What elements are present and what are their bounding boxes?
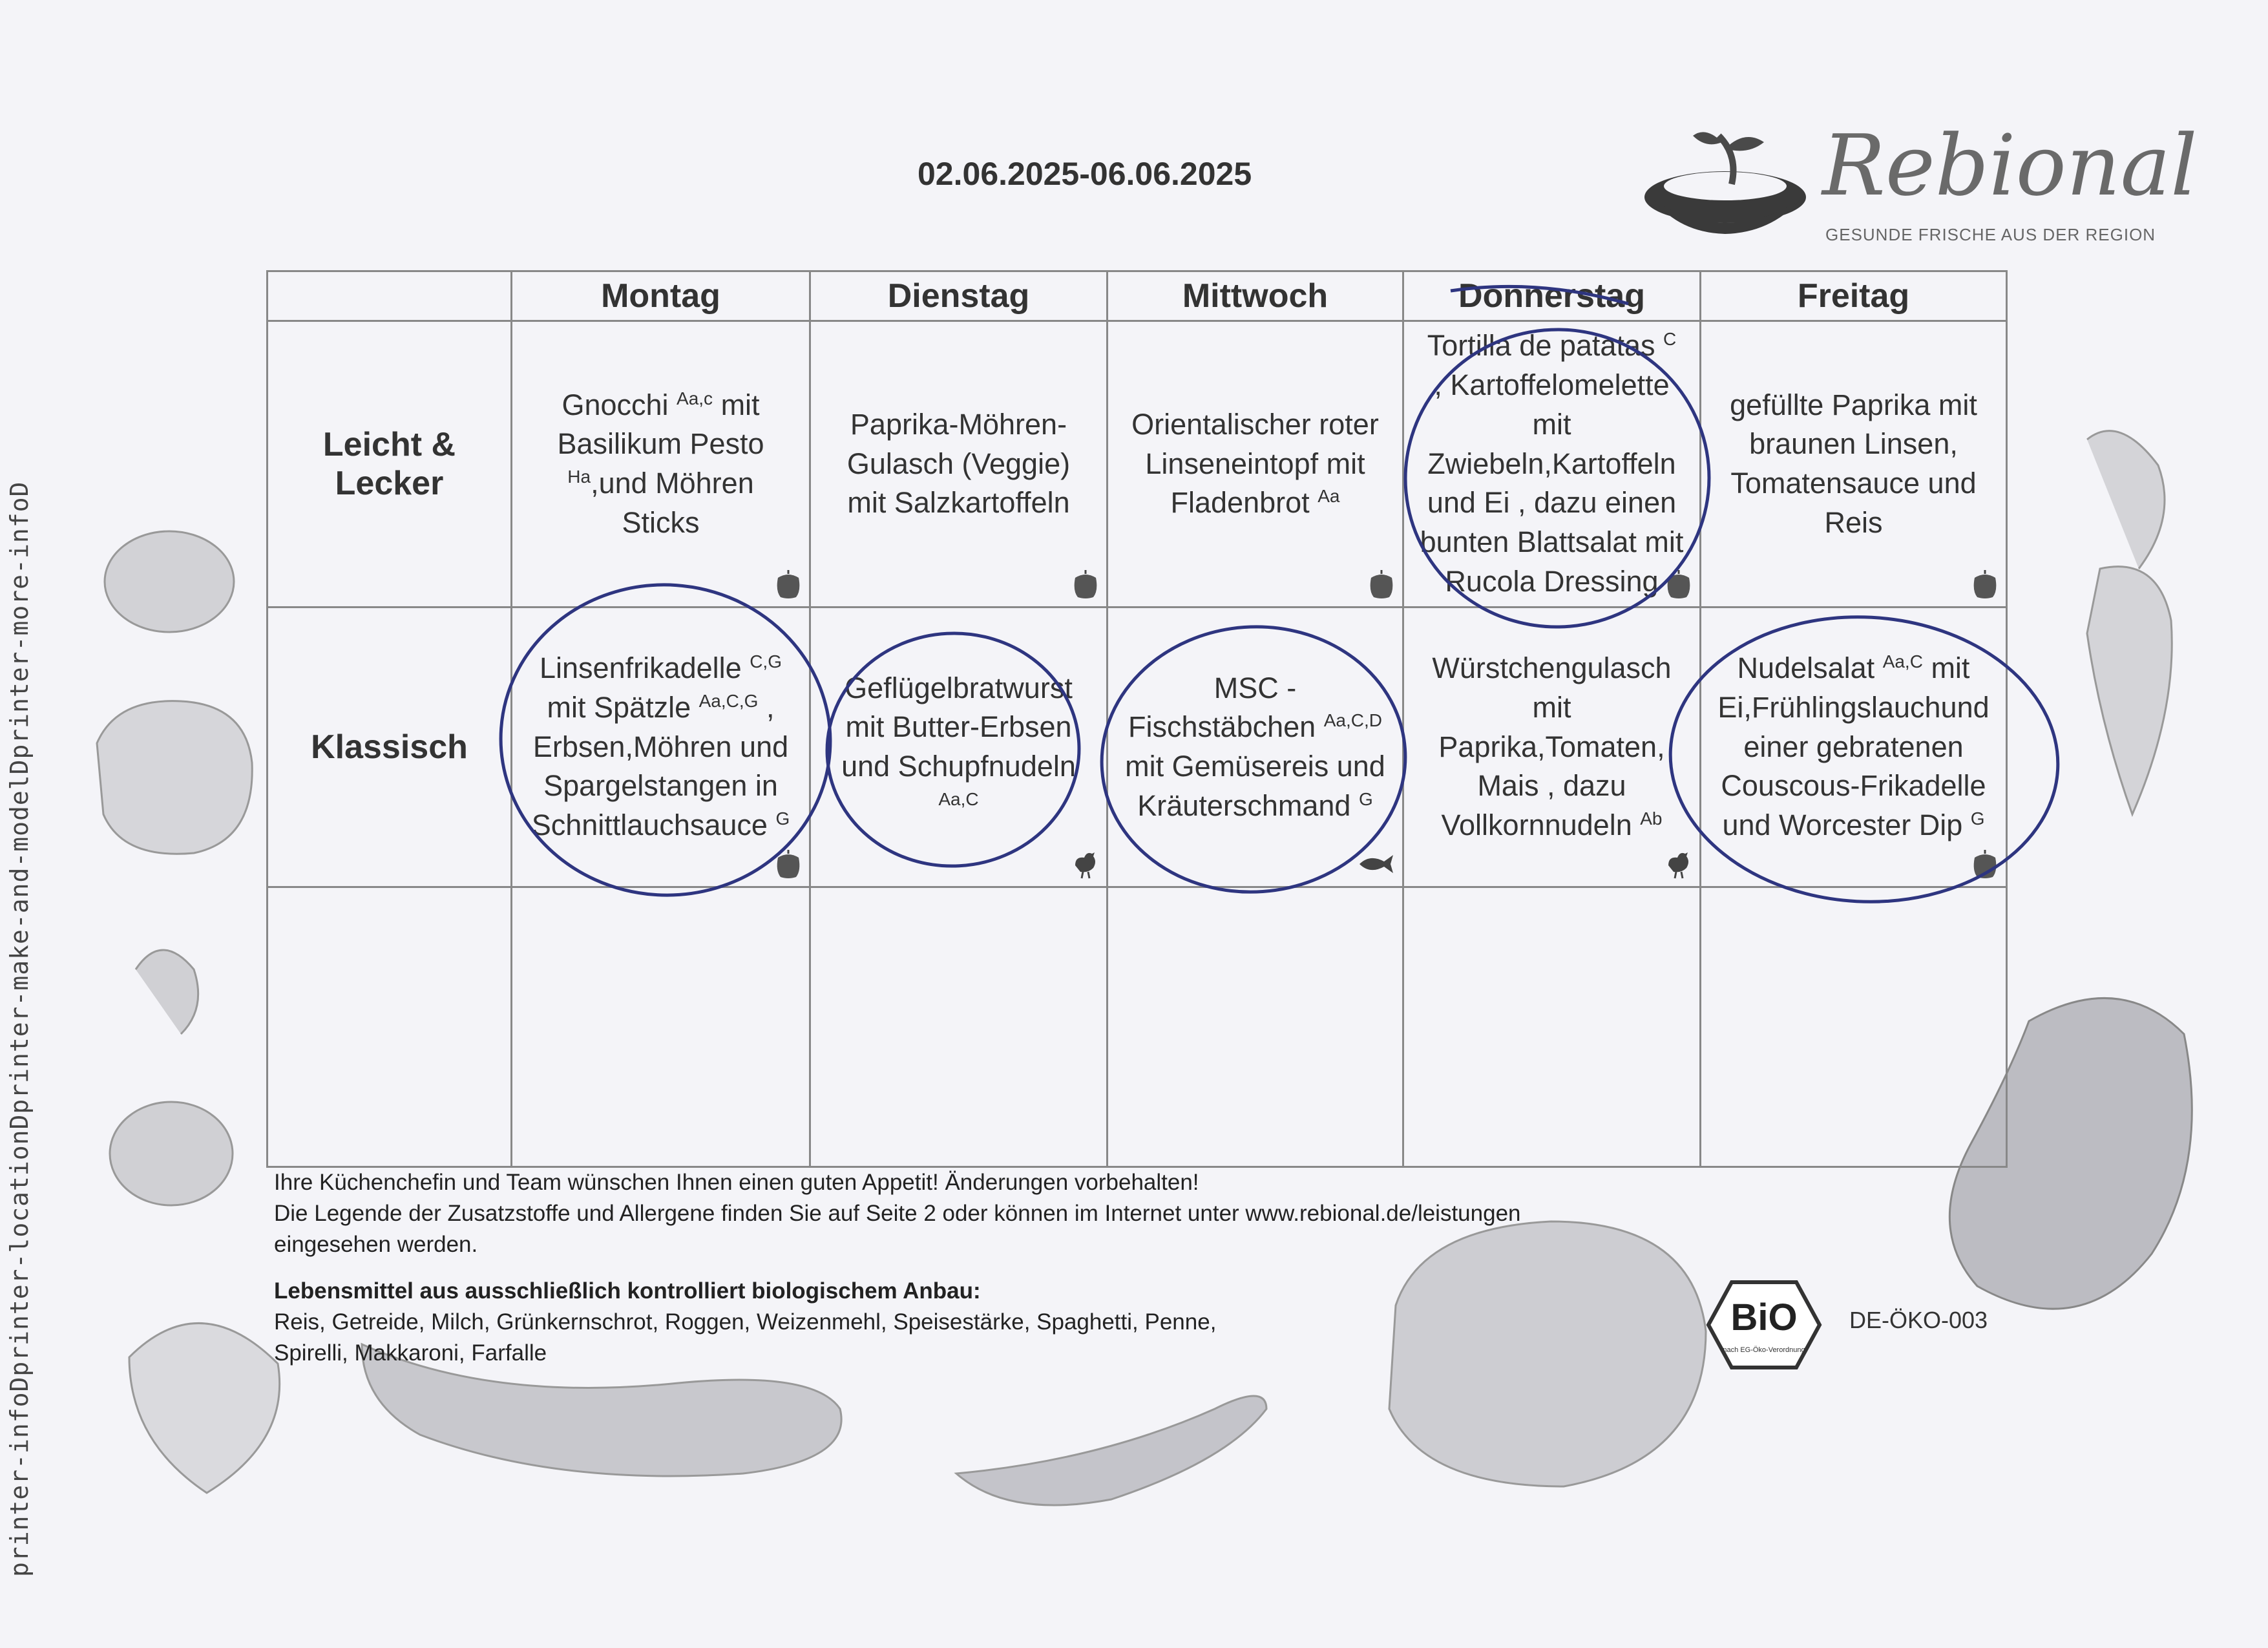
chili-sketch-bottom bbox=[956, 1396, 1266, 1505]
printer-info-text: printer-infoDprinter-locationDprinter-make-and-modelDprinter-more-infoD bbox=[5, 481, 34, 1577]
empty-cell bbox=[1701, 887, 2007, 1167]
onion-sketch-left bbox=[129, 1323, 280, 1493]
row-label-line: Leicht & bbox=[322, 426, 456, 463]
bio-seal-text: BiO bbox=[1730, 1296, 1798, 1338]
day-header: Donnerstag bbox=[1403, 271, 1701, 321]
empty-cell bbox=[1403, 887, 1701, 1167]
corner-cell bbox=[268, 271, 512, 321]
empty-cell bbox=[810, 887, 1108, 1167]
tomato-sketch-left bbox=[105, 531, 234, 632]
dish-cell: gefüllte Paprika mit braunen Linsen, Tomatensauce und Reis bbox=[1701, 321, 2007, 607]
day-header: Dienstag bbox=[810, 271, 1108, 321]
brand-name: Rebional bbox=[1822, 116, 2198, 215]
radish-sketch-left bbox=[110, 950, 233, 1205]
dish-cell: Tortilla de patatas $^C$ , Kartoffelomelette mit Zwiebeln,Kartoffeln und Ei , dazu einen bunten Blattsalat mit Rucola Dressing bbox=[1403, 321, 1701, 607]
day-header: Montag bbox=[512, 271, 810, 321]
allergen-code: Aa,C bbox=[938, 788, 979, 809]
allergen-code: G bbox=[775, 808, 790, 829]
allergen-code: C bbox=[1663, 329, 1677, 350]
menu-row-leicht-lecker bbox=[268, 321, 2007, 607]
radish-sketch-right bbox=[2087, 431, 2172, 814]
dish-cell: Geflügelbratwurst mit Butter-Erbsen und Schupfnudeln $^{Aa,C}$ bbox=[810, 607, 1108, 887]
row-label-line: Klassisch bbox=[311, 728, 468, 766]
empty-cell bbox=[512, 887, 810, 1167]
dish-cell: Linsenfrikadelle $^{C,G}$ mit Spätzle $^{Aa,C,G}$ , Erbsen,Möhren und Spargelstangen in Schnittlauchsauce $^G$ bbox=[512, 607, 810, 887]
allergen-code: Aa,c bbox=[677, 388, 713, 408]
day-header: Freitag bbox=[1701, 271, 2007, 321]
allergen-code: C,G bbox=[750, 651, 782, 672]
allergen-code: Aa,C,D bbox=[1323, 710, 1382, 731]
day-header: Mittwoch bbox=[1108, 271, 1403, 321]
pepper-icon bbox=[1664, 569, 1693, 600]
weekly-menu-table bbox=[266, 270, 2008, 1168]
pepper-icon bbox=[1071, 569, 1100, 600]
allergen-code: G bbox=[1970, 808, 1985, 829]
allergen-code: Aa bbox=[1318, 486, 1340, 507]
empty-cell bbox=[1108, 887, 1403, 1167]
dish-cell: Orientalischer roter Linseneintopf mit Fladenbrot $^{Aa}$ bbox=[1108, 321, 1403, 607]
pepper-icon bbox=[774, 569, 803, 600]
pepper-sketch-left bbox=[97, 701, 252, 854]
pepper-icon bbox=[1971, 569, 1999, 600]
dish-cell: Paprika-Möhren- Gulasch (Veggie) mit Salzkartoffeln bbox=[810, 321, 1108, 607]
fish-icon bbox=[1357, 849, 1396, 880]
chicken-icon bbox=[1664, 849, 1693, 880]
menu-row-klassisch bbox=[268, 607, 2007, 887]
pepper-icon bbox=[774, 849, 803, 880]
dish-cell: MSC - Fischstäbchen $^{Aa,C,D}$ mit Gemüsereis und Kräuterschmand $^G$ bbox=[1108, 607, 1403, 887]
bio-seal-subtext: nach EG-Öko-Verordnung bbox=[1723, 1346, 1805, 1354]
pepper-icon bbox=[1971, 849, 1999, 880]
header-row bbox=[268, 271, 2007, 321]
allergen-code: G bbox=[1358, 788, 1373, 809]
empty-cell bbox=[268, 887, 512, 1167]
menu-footer bbox=[274, 1167, 1760, 1369]
footer-line: eingesehen werden. bbox=[274, 1232, 478, 1257]
bio-heading: Lebensmittel aus ausschließlich kontrolliert biologischem Anbau: bbox=[274, 1278, 981, 1304]
bowl-icon bbox=[1641, 116, 1816, 239]
allergen-code: Aa,C bbox=[1882, 651, 1923, 672]
bio-list: Reis, Getreide, Milch, Grünkernschrot, Roggen, Weizenmehl, Speisestärke, Spaghetti, Penne, bbox=[274, 1309, 1217, 1335]
dish-cell: Nudelsalat $^{Aa,C}$ mit Ei,Frühlingslauchund einer gebratenen Couscous-Frikadelle und Worcester Dip $^G$ bbox=[1701, 607, 2007, 887]
bio-seal-icon bbox=[1706, 1280, 1822, 1370]
row-label bbox=[268, 321, 512, 607]
bio-control-code: DE-ÖKO-003 bbox=[1849, 1307, 1988, 1333]
footer-line: Ihre Küchenchefin und Team wünschen Ihnen einen guten Appetit! Änderungen vorbehalten! bbox=[274, 1170, 1199, 1195]
dish-cell: Gnocchi $^{Aa,c}$ mit Basilikum Pesto $^{Ha}$,und Möhren Sticks bbox=[512, 321, 810, 607]
pepper-icon bbox=[1367, 569, 1396, 600]
row-label bbox=[268, 607, 512, 887]
footer-line: Die Legende der Zusatzstoffe und Allergene finden Sie auf Seite 2 oder können im Internet unter www.rebional.de/leistungen bbox=[274, 1201, 1521, 1226]
row-label-line: Lecker bbox=[335, 465, 444, 502]
rebional-logo bbox=[1641, 116, 2198, 259]
allergen-code: Ha bbox=[567, 467, 591, 487]
menu-row-empty bbox=[268, 887, 2007, 1167]
allergen-code: Ab bbox=[1640, 808, 1663, 829]
chicken-icon bbox=[1071, 849, 1100, 880]
allergen-code: Aa,C,G bbox=[698, 690, 759, 711]
date-range-title: 02.06.2025-06.06.2025 bbox=[918, 156, 1252, 192]
brand-tagline: GESUNDE FRISCHE AUS DER REGION bbox=[1825, 225, 2156, 244]
bio-list: Spirelli, Makkaroni, Farfalle bbox=[274, 1340, 547, 1366]
dish-cell: Würstchengulasch mit Paprika,Tomaten, Mais , dazu Vollkornnudeln $^{Ab}$ bbox=[1403, 607, 1701, 887]
